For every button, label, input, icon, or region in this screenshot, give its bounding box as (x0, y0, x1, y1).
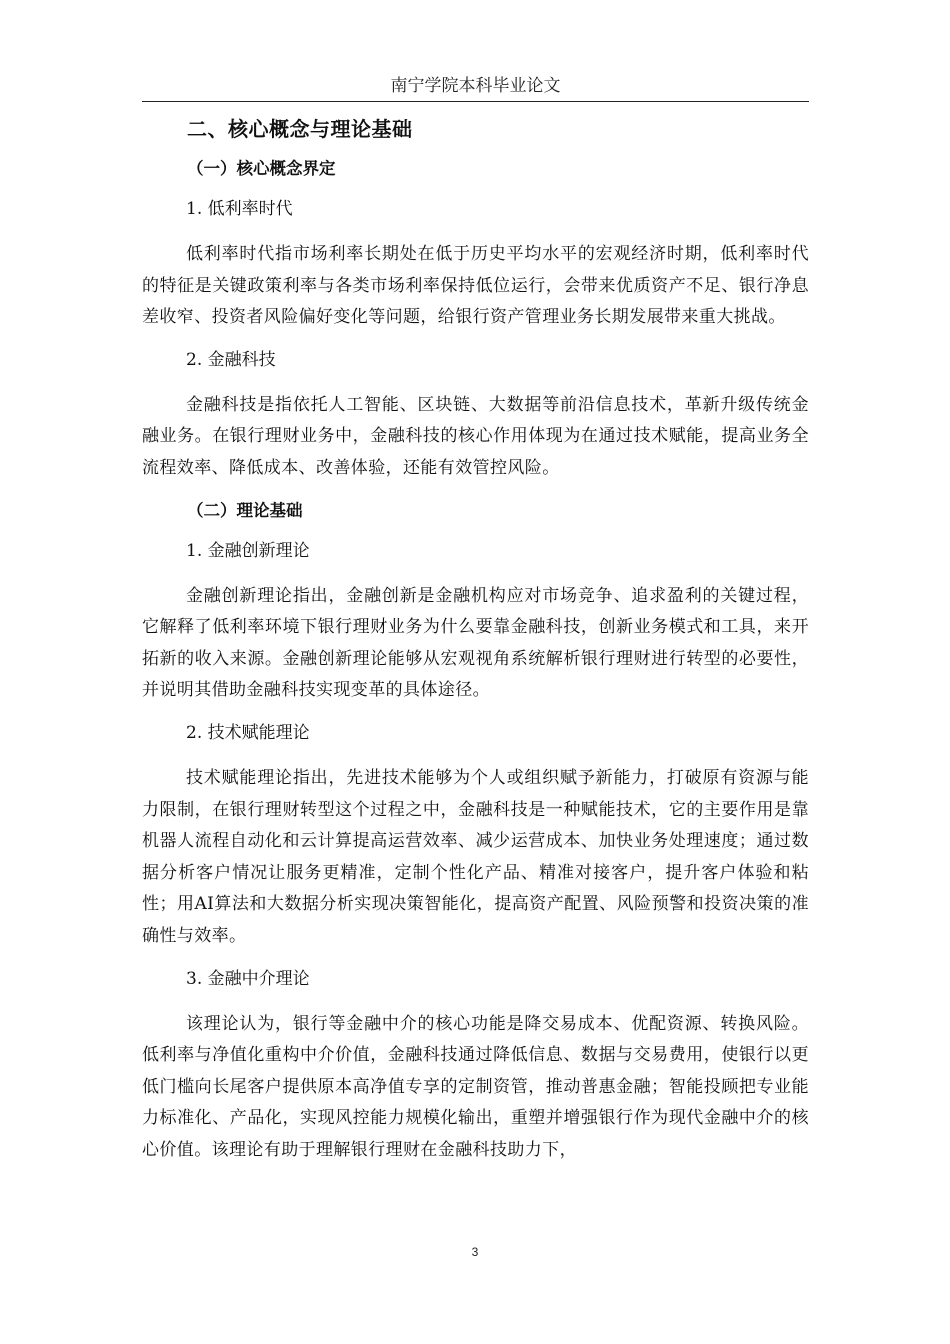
paragraph-intermediary-theory: 该理论认为，银行等金融中介的核心功能是降交易成本、优配资源、转换风险。低利率与净值化重构中介价值，金融科技通过降低信息、数据与交易费用，使银行以更低门槛向长尾客户提供原本高净值专享的定制资管，推动普惠金融；智能投顾把专业能力标准化、产品化，实现风控能力规模化输出，重塑并增强银行作为现代金融中介的核心价值。该理论有助于理解银行理财在金融科技助力下， (142, 1013, 809, 1160)
paragraph-empowerment-theory: 技术赋能理论指出，先进技术能够为个人或组织赋予新能力，打破原有资源与能力限制，在银行理财转型这个过程之中，金融科技是一种赋能技术，它的主要作用是靠机器人流程自动化和云计算提高运营效率、减少运营成本、加快业务处理速度；通过数据分析客户情况让服务更精准，定制个性化产品、精准对接客户，提升客户体验和粘性；用AI算法和大数据分析实现决策智能化，提高资产配置、风险预警和投资决策的准确性与效率。 (142, 767, 809, 946)
paragraph-low-rate-era: 低利率时代指市场利率长期处在低于历史平均水平的宏观经济时期，低利率时代的特征是关键政策利率与各类市场利率保持低位运行，会带来优质资产不足、银行净息差收窄、投资者风险偏好变化等问题，给银行资产管理业务长期发展带来重大挑战。 (142, 244, 809, 328)
subsection-heading-empowerment-theory: 2. 技术赋能理论 (186, 722, 310, 743)
running-header: 南宁学院本科毕业论文 (390, 76, 561, 96)
section-heading-core-concepts: （一）核心概念界定 (187, 159, 336, 178)
chapter-heading: 二、核心概念与理论基础 (187, 117, 413, 141)
page-body (142, 114, 809, 1177)
section-heading-theory: （二）理论基础 (187, 500, 303, 520)
paragraph-innovation-theory: 金融创新理论指出，金融创新是金融机构应对市场竞争、追求盈利的关键过程，它解释了低利率环境下银行理财业务为什么要靠金融科技，创新业务模式和工具，来开拓新的收入来源。金融创新理论能够从宏观视角系统解析银行理财进行转型的必要性，并说明其借助金融科技实现变革的具体途径。 (142, 585, 809, 701)
subsection-heading-fintech: 2. 金融科技 (186, 349, 276, 370)
subsection-heading-intermediary-theory: 3. 金融中介理论 (186, 968, 310, 989)
subsection-heading-low-rate-era: 1. 低利率时代 (186, 199, 293, 219)
paragraph-fintech: 金融科技是指依托人工智能、区块链、大数据等前沿信息技术，革新升级传统金融业务。在银行理财业务中，金融科技的核心作用体现为在通过技术赋能，提高业务全流程效率、降低成本、改善体验，还能有效管控风险。 (142, 394, 809, 478)
subsection-heading-innovation-theory: 1. 金融创新理论 (186, 540, 310, 561)
page-number: 3 (471, 1245, 479, 1259)
header-rule (142, 101, 809, 102)
